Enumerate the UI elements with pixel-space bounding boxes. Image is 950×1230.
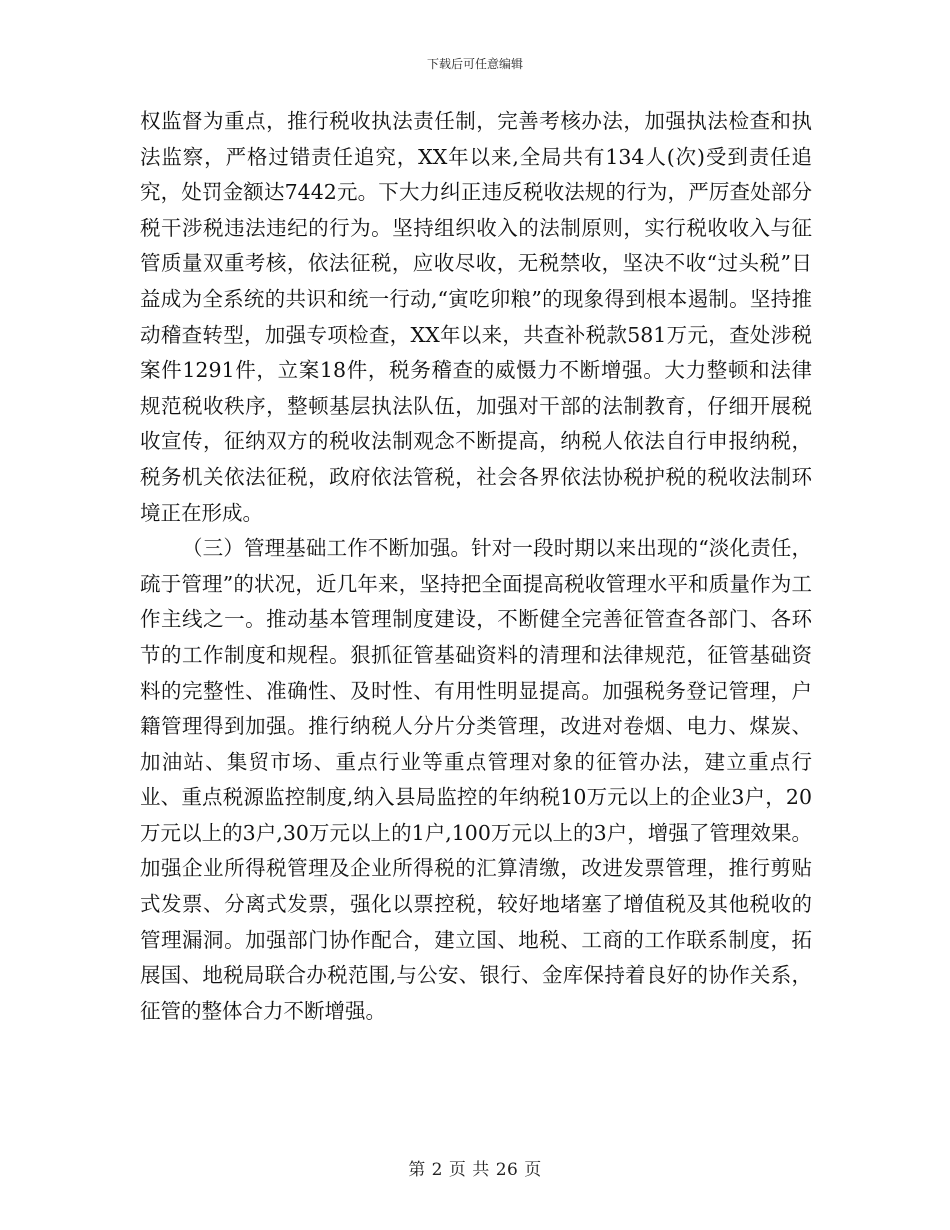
page-number: 第 2 页 共 26 页: [408, 1160, 542, 1180]
paragraph-management-foundation: （三）管理基础工作不断加强。针对一段时期以来出现的“淡化责任，疏于管理”的状况，近几年来，坚持把全面提高税收管理水平和质量作为工作主线之一。推动基本管理制度建设，不断健全完善征管查各部门、各环节的工作制度和规程。狠抓征管基础资料的清理和法律规范，征管基础资料的完整性、准确性、及时性、有用性明显提高。加强税务登记管理，户籍管理得到加强。推行纳税人分片分类管理，改进对卷烟、电力、煤炭、加油站、集贸市场、重点行业等重点管理对象的征管办法，建立重点行业、重点税源监控制度,纳入县局监控的年纳税10万元以上的企业3户，20万元以上的3户,30万元以上的1户,100万元以上的3户，增强了管理效果。加强企业所得税管理及企业所得税的汇算清缴，改进发票管理，推行剪贴式发票、分离式发票，强化以票控税，较好地堵塞了增值税及其他税收的管理漏洞。加强部门协作配合，建立国、地税、工商的工作联系制度，拓展国、地税局联合办税范围,与公安、银行、金库保持着良好的协作关系，征管的整体合力不断增强。: [140, 536, 812, 1023]
paragraph-continued: 权监督为重点，推行税收执法责任制，完善考核办法，加强执法检查和执法监察，严格过错责任追究，XX年以来,全局共有134人(次)受到责任追究，处罚金额达7442元。下大力纠正违反税收法规的行为，严厉查处部分税干涉税违法违纪的行为。坚持组织收入的法制原则，实行税收收入与征管质量双重考核，依法征税，应收尽收，无税禁收，坚决不收“过头税”日益成为全系统的共识和统一行动,“寅吃卯粮”的现象得到根本遏制。坚持推动稽查转型，加强专项检查，XX年以来，共查补税款581万元，查处涉税案件1291件，立案18件，税务稽查的威慑力不断增强。大力整顿和法律规范税收秩序，整顿基层执法队伍，加强对干部的法制教育，仔细开展税收宣传，征纳双方的税收法制观念不断提高，纳税人依法自行申报纳税，税务机关依法征税，政府依法管税，社会各界依法协税护税的税收法制环境正在形成。: [140, 109, 812, 525]
document-body: [140, 104, 812, 1029]
page-header: 下载后可任意编辑: [426, 57, 523, 71]
